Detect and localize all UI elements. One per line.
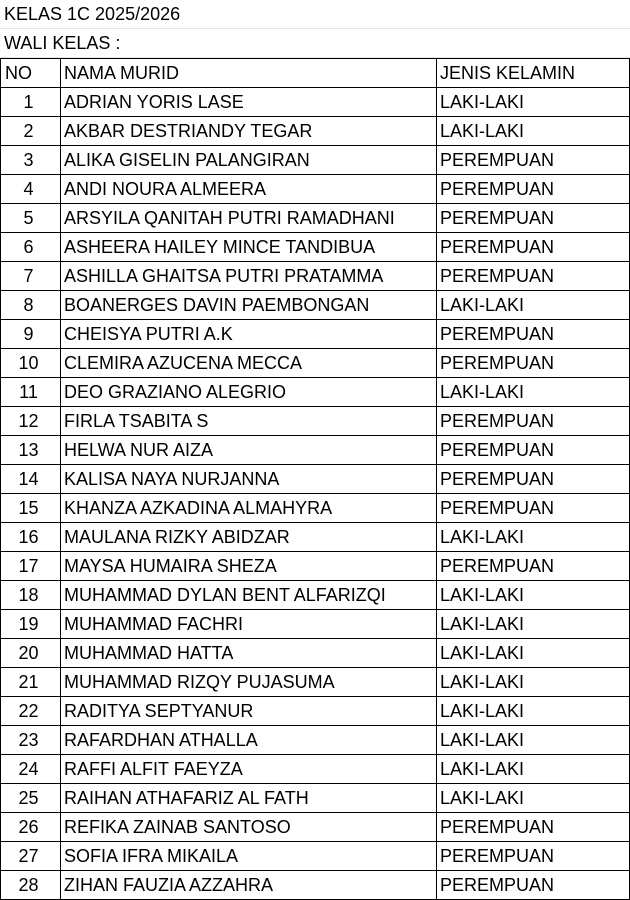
student-gender: PEREMPUAN <box>437 465 630 494</box>
student-name: ASHILLA GHAITSA PUTRI PRATAMMA <box>61 262 437 291</box>
student-gender: LAKI-LAKI <box>437 581 630 610</box>
table-header-row <box>1 59 630 88</box>
student-gender: PEREMPUAN <box>437 262 630 291</box>
table-row <box>1 494 630 523</box>
student-name: SOFIA IFRA MIKAILA <box>61 842 437 871</box>
student-name: MAULANA RIZKY ABIDZAR <box>61 523 437 552</box>
table-row <box>1 697 630 726</box>
student-gender: LAKI-LAKI <box>437 378 630 407</box>
student-name: CLEMIRA AZUCENA MECCA <box>61 349 437 378</box>
table-row <box>1 610 630 639</box>
table-row <box>1 175 630 204</box>
table-row <box>1 552 630 581</box>
student-gender: LAKI-LAKI <box>437 88 630 117</box>
homeroom-teacher-label: WALI KELAS : <box>0 29 630 58</box>
row-number: 21 <box>1 668 61 697</box>
student-name: CHEISYA PUTRI A.K <box>61 320 437 349</box>
row-number: 12 <box>1 407 61 436</box>
table-row <box>1 842 630 871</box>
student-name: ARSYILA QANITAH PUTRI RAMADHANI <box>61 204 437 233</box>
student-gender: PEREMPUAN <box>437 407 630 436</box>
student-name: MAYSA HUMAIRA SHEZA <box>61 552 437 581</box>
student-name: ZIHAN FAUZIA AZZAHRA <box>61 871 437 900</box>
student-name: MUHAMMAD FACHRI <box>61 610 437 639</box>
student-name: AKBAR DESTRIANDY TEGAR <box>61 117 437 146</box>
student-gender: PEREMPUAN <box>437 494 630 523</box>
row-number: 9 <box>1 320 61 349</box>
student-gender: PEREMPUAN <box>437 146 630 175</box>
row-number: 10 <box>1 349 61 378</box>
student-name: KHANZA AZKADINA ALMAHYRA <box>61 494 437 523</box>
student-name: FIRLA TSABITA S <box>61 407 437 436</box>
student-name: REFIKA ZAINAB SANTOSO <box>61 813 437 842</box>
row-number: 4 <box>1 175 61 204</box>
student-gender: PEREMPUAN <box>437 552 630 581</box>
row-number: 6 <box>1 233 61 262</box>
row-number: 11 <box>1 378 61 407</box>
row-number: 20 <box>1 639 61 668</box>
row-number: 8 <box>1 291 61 320</box>
table-row <box>1 726 630 755</box>
student-name: HELWA NUR AIZA <box>61 436 437 465</box>
student-gender: PEREMPUAN <box>437 175 630 204</box>
table-row <box>1 378 630 407</box>
row-number: 13 <box>1 436 61 465</box>
table-row <box>1 117 630 146</box>
student-name: RAIHAN ATHAFARIZ AL FATH <box>61 784 437 813</box>
student-name: RAFARDHAN ATHALLA <box>61 726 437 755</box>
table-row <box>1 407 630 436</box>
student-gender: PEREMPUAN <box>437 320 630 349</box>
header-student-name: NAMA MURID <box>61 59 437 88</box>
row-number: 23 <box>1 726 61 755</box>
student-name: KALISA NAYA NURJANNA <box>61 465 437 494</box>
row-number: 2 <box>1 117 61 146</box>
student-gender: PEREMPUAN <box>437 204 630 233</box>
table-row <box>1 523 630 552</box>
student-name: ADRIAN YORIS LASE <box>61 88 437 117</box>
student-gender: PEREMPUAN <box>437 436 630 465</box>
student-name: RAFFI ALFIT FAEYZA <box>61 755 437 784</box>
student-gender: PEREMPUAN <box>437 842 630 871</box>
student-gender: LAKI-LAKI <box>437 523 630 552</box>
row-number: 3 <box>1 146 61 175</box>
table-row <box>1 581 630 610</box>
row-number: 14 <box>1 465 61 494</box>
table-row <box>1 88 630 117</box>
row-number: 19 <box>1 610 61 639</box>
header-no: NO <box>1 59 61 88</box>
student-gender: LAKI-LAKI <box>437 784 630 813</box>
student-name: MUHAMMAD RIZQY PUJASUMA <box>61 668 437 697</box>
row-number: 26 <box>1 813 61 842</box>
table-row <box>1 291 630 320</box>
row-number: 28 <box>1 871 61 900</box>
student-name: ASHEERA HAILEY MINCE TANDIBUA <box>61 233 437 262</box>
table-row <box>1 146 630 175</box>
class-title: KELAS 1C 2025/2026 <box>0 0 630 29</box>
student-gender: PEREMPUAN <box>437 233 630 262</box>
table-row <box>1 262 630 291</box>
row-number: 24 <box>1 755 61 784</box>
table-row <box>1 813 630 842</box>
student-name: DEO GRAZIANO ALEGRIO <box>61 378 437 407</box>
row-number: 15 <box>1 494 61 523</box>
table-row <box>1 639 630 668</box>
table-row <box>1 204 630 233</box>
student-name: BOANERGES DAVIN PAEMBONGAN <box>61 291 437 320</box>
table-row <box>1 668 630 697</box>
student-gender: PEREMPUAN <box>437 813 630 842</box>
student-gender: LAKI-LAKI <box>437 117 630 146</box>
student-name: RADITYA SEPTYANUR <box>61 697 437 726</box>
table-row <box>1 320 630 349</box>
student-gender: LAKI-LAKI <box>437 668 630 697</box>
table-row <box>1 784 630 813</box>
student-gender: LAKI-LAKI <box>437 610 630 639</box>
student-name: ANDI NOURA ALMEERA <box>61 175 437 204</box>
student-gender: LAKI-LAKI <box>437 291 630 320</box>
table-row <box>1 755 630 784</box>
row-number: 1 <box>1 88 61 117</box>
row-number: 18 <box>1 581 61 610</box>
row-number: 22 <box>1 697 61 726</box>
student-gender: LAKI-LAKI <box>437 697 630 726</box>
student-name: MUHAMMAD HATTA <box>61 639 437 668</box>
table-row <box>1 465 630 494</box>
table-row <box>1 436 630 465</box>
table-row <box>1 233 630 262</box>
student-gender: LAKI-LAKI <box>437 755 630 784</box>
student-gender: PEREMPUAN <box>437 349 630 378</box>
row-number: 27 <box>1 842 61 871</box>
row-number: 17 <box>1 552 61 581</box>
table-row <box>1 871 630 900</box>
header-gender: JENIS KELAMIN <box>437 59 630 88</box>
student-gender: PEREMPUAN <box>437 871 630 900</box>
table-row <box>1 349 630 378</box>
student-gender: LAKI-LAKI <box>437 639 630 668</box>
student-table <box>0 58 630 900</box>
row-number: 25 <box>1 784 61 813</box>
row-number: 7 <box>1 262 61 291</box>
row-number: 5 <box>1 204 61 233</box>
student-name: MUHAMMAD DYLAN BENT ALFARIZQI <box>61 581 437 610</box>
student-gender: LAKI-LAKI <box>437 726 630 755</box>
student-name: ALIKA GISELIN PALANGIRAN <box>61 146 437 175</box>
row-number: 16 <box>1 523 61 552</box>
